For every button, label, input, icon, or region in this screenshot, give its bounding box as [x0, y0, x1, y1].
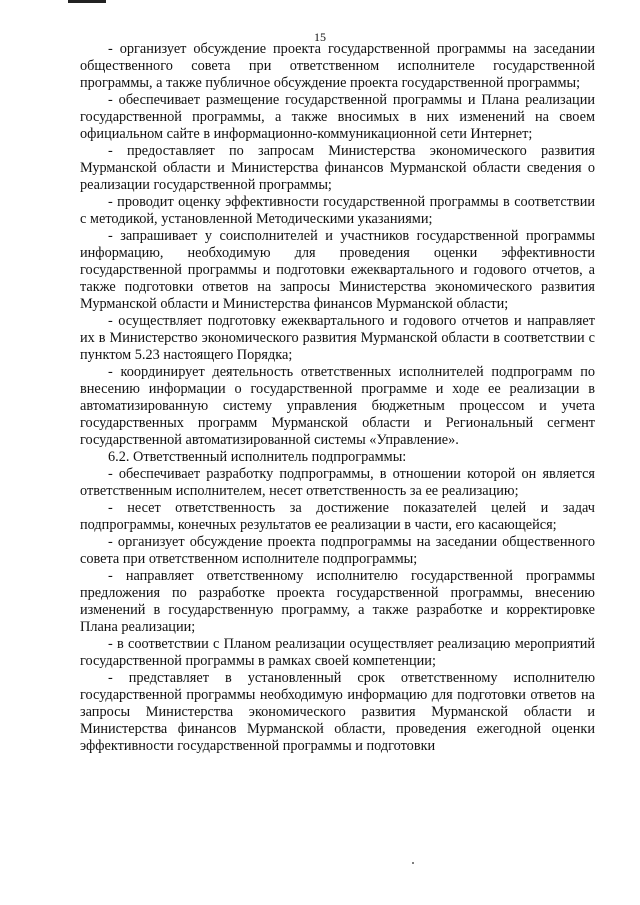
- paragraph: - в соответствии с Планом реализации осуществляет реализацию мероприятий государственной программы в рамках своей компетенции;: [80, 636, 595, 669]
- paragraph: - обеспечивает размещение государственной программы и Плана реализации государственной программы, а также вносимых в них изменений на своем официальном сайте в информационно-коммуникационной сети Интернет;: [80, 92, 595, 142]
- paragraph: - направляет ответственному исполнителю государственной программы предложения по разработке проекта государственной программы, внесению изменений в государственную программу, а также разработке и корректировке Плана реализации;: [80, 568, 595, 635]
- paragraph: - предоставляет по запросам Министерства экономического развития Мурманской области и Министерства финансов Мурманской области сведения о реализации государственной программы;: [80, 143, 595, 193]
- paragraph: - несет ответственность за достижение показателей целей и задач подпрограммы, конечных результатов ее реализации в части, его касающейся;: [80, 500, 595, 533]
- paragraph: - проводит оценку эффективности государственной программы в соответствии с методикой, установленной Методическими указаниями;: [80, 194, 595, 227]
- paragraph: - запрашивает у соисполнителей и участников государственной программы информацию, необходимую для проведения оценки эффективности государственной программы и подготовки ежеквартального и годового отчетов, а также подготовки ответов на запросы Министерства экономического развития Мурманской области и Министерства финансов Мурманской области;: [80, 228, 595, 312]
- paragraph: - представляет в установленный срок ответственному исполнителю государственной программы необходимую информацию для подготовки ответов на запросы Министерства экономического развития Мурманской области и Министерства финансов Мурманской области, проведения ежегодной оценки эффективности государственной программы и подготовки: [80, 670, 595, 754]
- page-number: 15: [314, 30, 326, 44]
- scan-speck: [412, 862, 414, 864]
- paragraph: - обеспечивает разработку подпрограммы, в отношении которой он является ответственным исполнителем, несет ответственность за ее реализацию;: [80, 466, 595, 499]
- paragraph: - осуществляет подготовку ежеквартального и годового отчетов и направляет их в Министерство экономического развития Мурманской области в соответствии с пунктом 5.23 настоящего Порядка;: [80, 313, 595, 363]
- paragraph: - организует обсуждение проекта подпрограммы на заседании общественного совета при ответственном исполнителе подпрограммы;: [80, 534, 595, 567]
- scan-edge-mark: [68, 0, 106, 3]
- paragraph: - координирует деятельность ответственных исполнителей подпрограмм по внесению информации о государственной программе и ходе ее реализации в автоматизированную систему управления бюджетным процессом и учета государственных программ Мурманской области и Региональный сегмент государственной автоматизированной системы «Управление».: [80, 364, 595, 448]
- paragraph: - организует обсуждение проекта государственной программы на заседании общественного совета при ответственном исполнителе государственной программы, а также публичное обсуждение проекта государственной программы;: [80, 41, 595, 91]
- section-heading: 6.2. Ответственный исполнитель подпрограммы:: [108, 449, 407, 465]
- document-body: [80, 41, 595, 755]
